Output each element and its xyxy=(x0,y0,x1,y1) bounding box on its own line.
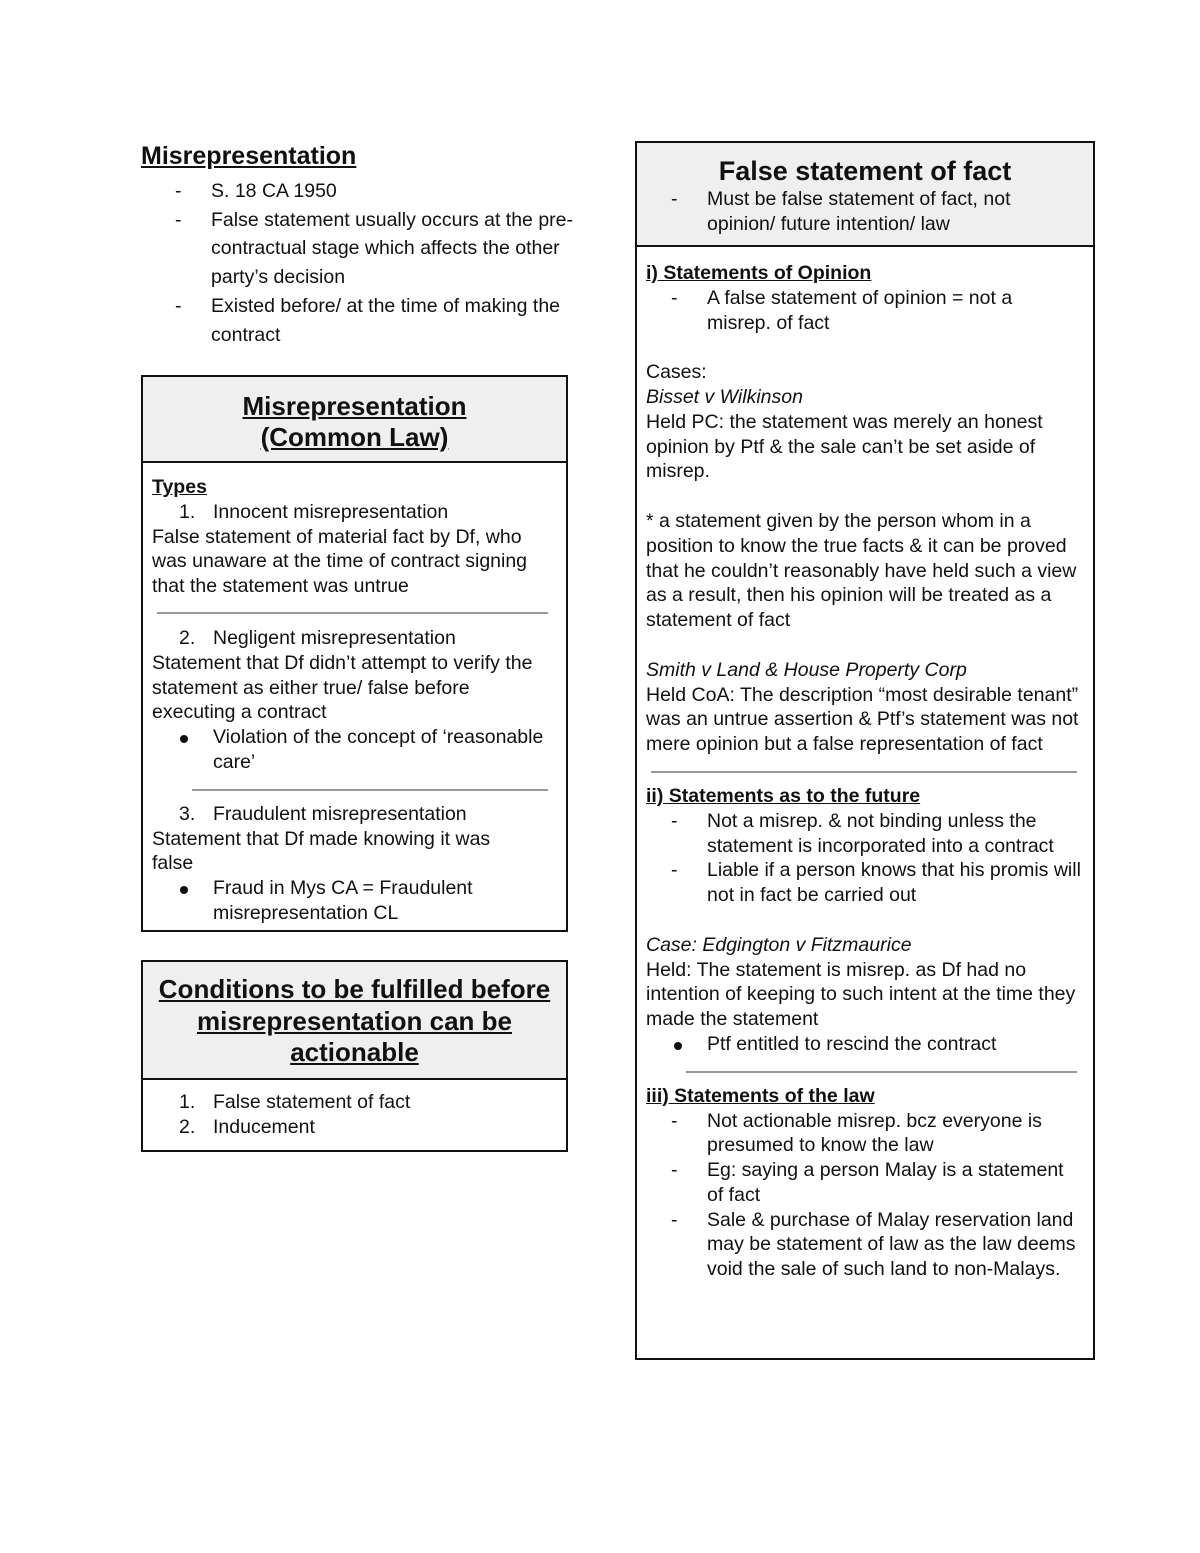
condition-item xyxy=(143,1090,556,1115)
type-description: False statement of material fact by Df, who was unaware at the time of contract signing that the statement was untrue xyxy=(152,525,528,598)
law-point: - Eg: saying a person Malay is a statement of fact xyxy=(637,1158,1079,1208)
intro-points xyxy=(141,177,581,349)
law-point: - Sale & purchase of Malay reservation land may be statement of law as the law deems void the sale of such land to non-Malays. xyxy=(637,1208,1079,1282)
law-points xyxy=(637,1109,1085,1283)
intro-section xyxy=(141,141,581,349)
law-title: iii) Statements of the law xyxy=(646,1084,875,1107)
conditions-list xyxy=(143,1090,556,1140)
intro-title: Misrepresentation xyxy=(141,142,357,170)
type-name: Innocent misrepresentation xyxy=(213,500,449,523)
case-name: Smith v Land & House Property Corp xyxy=(646,658,967,681)
common-law-title-line1: Misrepresentation xyxy=(242,391,467,421)
type-name: Negligent misrepresentation xyxy=(213,626,456,649)
false-fact-subtitle: - Must be false statement of fact, not opinion/ future intention/ law xyxy=(637,187,1073,236)
divider xyxy=(157,612,548,614)
type-bullet: Fraud in Mys CA = Fraudulent misrepresentation CL xyxy=(143,876,556,926)
type-number: 2. xyxy=(179,626,196,649)
case-held: Held: The statement is misrep. as Df had no intention of keeping to such intent at the time they made the statement xyxy=(646,958,1076,1031)
divider xyxy=(686,1071,1077,1073)
type-description: Statement that Df didn’t attempt to verify the statement as either true/ false before executing a contract xyxy=(152,651,533,724)
divider xyxy=(651,771,1077,773)
cases-label: Cases: xyxy=(646,361,707,384)
type-bullets xyxy=(143,725,556,775)
common-law-header xyxy=(143,377,566,463)
opinion-note: * a statement given by the person whom in a position to know the true facts & it can be proved that he couldn’t reasonably have held such a view as a result, then his opinion will be treated as a statement of fact xyxy=(646,509,1077,632)
future-points xyxy=(637,809,1085,908)
false-fact-title: False statement of fact xyxy=(718,156,1012,186)
opinion-points xyxy=(637,286,1085,336)
common-law-title-line2: (Common Law) xyxy=(260,422,449,452)
false-fact-header xyxy=(637,143,1093,247)
case-held: Held PC: the statement was merely an honest opinion by Ptf & the sale can’t be set aside of misrep. xyxy=(646,410,1043,483)
common-law-box xyxy=(141,375,568,932)
opinion-point: - A false statement of opinion = not a misrep. of fact xyxy=(637,286,1065,336)
false-fact-body xyxy=(637,247,1093,1282)
type-bullets xyxy=(143,876,556,926)
type-item xyxy=(143,500,556,525)
intro-point: - Existed before/ at the time of making the contract xyxy=(141,292,581,349)
false-fact-subtitle-list xyxy=(637,187,1093,236)
type-name: Fraudulent misrepresentation xyxy=(213,802,467,825)
type-item xyxy=(143,802,556,827)
future-bullets xyxy=(637,1032,1085,1057)
condition-number: 1. xyxy=(179,1091,196,1113)
type-item xyxy=(143,626,556,651)
case-name: Bisset v Wilkinson xyxy=(646,385,803,408)
conditions-box xyxy=(141,960,568,1152)
intro-point: - S. 18 CA 1950 xyxy=(141,177,581,206)
divider xyxy=(192,789,548,791)
law-point: - Not actionable misrep. bcz everyone is presumed to know the law xyxy=(637,1109,1079,1159)
type-bullet: Violation of the concept of ‘reasonable care’ xyxy=(143,725,556,775)
conditions-header xyxy=(143,962,566,1080)
type-description: Statement that Df made knowing it was false xyxy=(152,827,491,875)
condition-item xyxy=(143,1115,556,1140)
types-label: Types xyxy=(152,476,207,498)
condition-number: 2. xyxy=(179,1115,196,1138)
case-name: Case: Edgington v Fitzmaurice xyxy=(646,933,912,956)
future-point: - Liable if a person knows that his promis will not in fact be carried out xyxy=(637,858,1081,908)
condition-text: False statement of fact xyxy=(213,1091,411,1113)
intro-point: - False statement usually occurs at the pre-contractual stage which affects the other party’s decision xyxy=(141,206,581,292)
future-point: - Not a misrep. & not binding unless the statement is incorporated into a contract xyxy=(637,809,1081,859)
future-title: ii) Statements as to the future xyxy=(646,784,921,807)
type-number: 1. xyxy=(179,500,196,523)
condition-text: Inducement xyxy=(213,1115,315,1138)
case-held: Held CoA: The description “most desirable tenant” was an untrue assertion & Ptf’s statement was not mere opinion but a false representation of fact xyxy=(646,683,1079,756)
future-bullet: Ptf entitled to rescind the contract xyxy=(637,1032,1085,1057)
false-fact-box xyxy=(635,141,1095,1360)
type-number: 3. xyxy=(179,802,196,825)
opinion-title: i) Statements of Opinion xyxy=(646,262,872,284)
conditions-title: Conditions to be fulfilled before misrepresentation can be actionable xyxy=(158,974,551,1067)
common-law-body xyxy=(143,463,566,926)
conditions-body xyxy=(143,1080,566,1140)
